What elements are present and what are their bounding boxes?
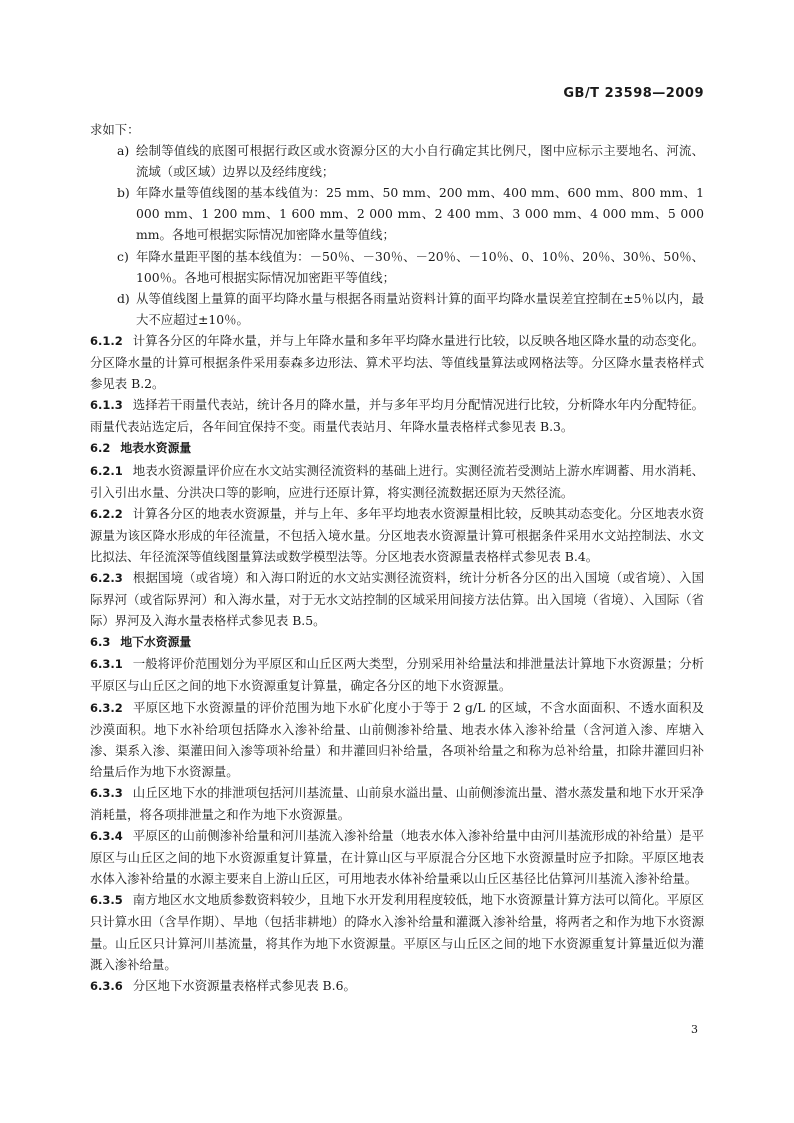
section-number: 6.3 [90, 635, 111, 650]
list-item-text: 绘制等值线的底图可根据行政区或水资源分区的大小自行确定其比例尺，图中应标示主要地名、河流、流域（或区域）边界以及经纬度线； [136, 143, 704, 180]
clause-number: 6.3.3 [90, 785, 123, 800]
page-number: 3 [691, 1023, 698, 1036]
clause-6-1-3 [90, 394, 704, 437]
clause-number: 6.1.2 [90, 333, 123, 348]
clause-text: 平原区的山前侧渗补给量和河川基流入渗补给量（地表水体入渗补给量中由河川基流形成的补给量）是平原区与山丘区之间的地下水资源重复计算量，在计算山区与平原混合分区地下水资源量时应予扣除。平原区地表水体入渗补给量的水源主要来自上游山丘区，可用地表水体补给量乘以山丘区基径比估算河川基流入渗补给量。 [90, 828, 704, 887]
section-number: 6.2 [90, 441, 111, 456]
document-code: GB/T 23598—2009 [563, 86, 704, 101]
list-item [90, 288, 704, 330]
section-heading-6-2 [90, 437, 704, 459]
clause-text: 计算各分区的地表水资源量，并与上年、多年平均地表水资源量相比较，反映其动态变化。分区地表水资源量为该区降水形成的年径流量，不包括入境水量。分区地表水资源量计算可根据条件采用水文站控制法、水文比拟法、年径流深等值线图量算法或数学模型法等。分区地表水资源量表格样式参见表 B.4。 [90, 505, 704, 564]
clause-number: 6.2.3 [90, 570, 123, 585]
clause-number: 6.3.4 [90, 829, 123, 844]
list-item-text: 从等值线图上量算的面平均降水量与根据各雨量站资料计算的面平均降水量误差宜控制在±5％以内，最大不应超过±10％。 [136, 290, 704, 327]
clause-6-3-5 [90, 889, 704, 974]
clause-number: 6.1.3 [90, 398, 123, 413]
clause-text: 分区地下水资源量表格样式参见表 B.6。 [132, 977, 356, 993]
clause-6-3-3 [90, 782, 704, 825]
section-heading-6-3 [90, 631, 704, 653]
clause-text: 山丘区地下水的排泄项包括河川基流量、山前泉水溢出量、山前侧渗流出量、潜水蒸发量和地下水开采净消耗量，将各项排泄量之和作为地下水资源量。 [90, 784, 704, 822]
section-title: 地下水资源量 [120, 635, 192, 650]
clause-6-2-1 [90, 460, 704, 503]
clause-number: 6.3.2 [90, 700, 123, 715]
clause-6-3-1 [90, 653, 704, 696]
list-marker: c) [117, 248, 129, 264]
list-marker: b) [117, 185, 130, 201]
clause-number: 6.2.2 [90, 506, 123, 521]
clause-text: 一般将评价范围划分为平原区和山丘区两大类型，分别采用补给量法和排泄量法计算地下水资源量；分析平原区与山丘区之间的地下水资源重复计算量，确定各分区的地下水资源量。 [90, 656, 704, 694]
list-marker: d) [117, 290, 130, 306]
list-item [90, 246, 704, 288]
list-item-text: 年降水量距平图的基本线值为：－50％、－30％、－20％、－10％、0、10％、20％、30％、50％、100％。各地可根据实际情况加密距平等值线； [136, 248, 704, 285]
clause-number: 6.3.6 [90, 978, 123, 993]
clause-text: 平原区地下水资源量的评价范围为地下水矿化度小于等于 2 g/L 的区域，不含水面面积、不透水面积及沙漠面积。地下水补给项包括降水入渗补给量、山前侧渗补给量、地表水体入渗补给量（含河道入渗、库塘入渗、渠系入渗、渠灌田间入渗等项补给量）和井灌回归补给量，各项补给量之和称为总补给量，扣除井灌回归补给量后作为地下水资源量。 [90, 699, 704, 779]
clause-6-3-2 [90, 697, 704, 782]
clause-6-2-3 [90, 567, 704, 631]
clause-text: 计算各分区的年降水量，并与上年降水量和多年平均降水量进行比较，以反映各地区降水量的动态变化。分区降水量的计算可根据条件采用泰森多边形法、算术平均法、等值线量算法或网格法等。分区降水量表格样式参见表 B.2。 [90, 332, 704, 392]
clause-text: 南方地区水文地质参数资料较少，且地下水开发利用程度较低，地下水资源量计算方法可以简化。平原区只计算水田（含旱作期）、旱地（包括非耕地）的降水入渗补给量和灌溉入渗补给量，将两者之和作为地下水资源量。山丘区只计算河川基流量，将其作为地下水资源量。平原区与山丘区之间的地下水资源重复计算量近似为灌溉入渗补给量。 [90, 892, 704, 972]
clause-6-3-6 [90, 975, 704, 997]
clause-6-2-2 [90, 503, 704, 567]
clause-number: 6.2.1 [90, 463, 123, 478]
list-item-text: 年降水量等值线图的基本线值为：25 mm、50 mm、200 mm、400 mm、600 mm、800 mm、1 000 mm、1 200 mm、1 600 mm、2 000 mm、2 400 mm、3 000 mm、4 000 mm、5 000 mm。各地可根据实际情况加密降水量等值线； [136, 185, 704, 243]
section-title: 地表水资源量 [120, 441, 192, 456]
clause-6-3-4 [90, 825, 704, 889]
requirement-list [90, 140, 704, 330]
clause-text: 选择若干雨量代表站，统计各月的降水量，并与多年平均月分配情况进行比较，分析降水年内分配特征。雨量代表站选定后，各年间宜保持不变。雨量代表站月、年降水量表格样式参见表 B.3。 [90, 397, 704, 435]
clause-text: 地表水资源量评价应在水文站实测径流资料的基础上进行。实测径流若受测站上游水库调蓄、用水消耗、引入引出水量、分洪决口等的影响，应进行还原计算，将实测径流数据还原为天然径流。 [90, 462, 704, 500]
intro-text: 求如下： [90, 122, 140, 137]
clause-text: 根据国境（或省境）和入海口附近的水文站实测径流资料，统计分析各分区的出入国境（或省境）、入国际界河（或省际界河）和入海水量，对于无水文站控制的区域采用间接方法估算。出入国境（省境）、入国际（省际）界河及入海水量表格样式参见表 B.5。 [90, 569, 704, 629]
clause-number: 6.3.1 [90, 657, 123, 672]
page-content [90, 119, 704, 997]
clause-number: 6.3.5 [90, 893, 123, 908]
list-marker: a) [117, 143, 130, 159]
clause-6-1-2 [90, 330, 704, 394]
list-item [90, 182, 704, 245]
list-item [90, 140, 704, 182]
